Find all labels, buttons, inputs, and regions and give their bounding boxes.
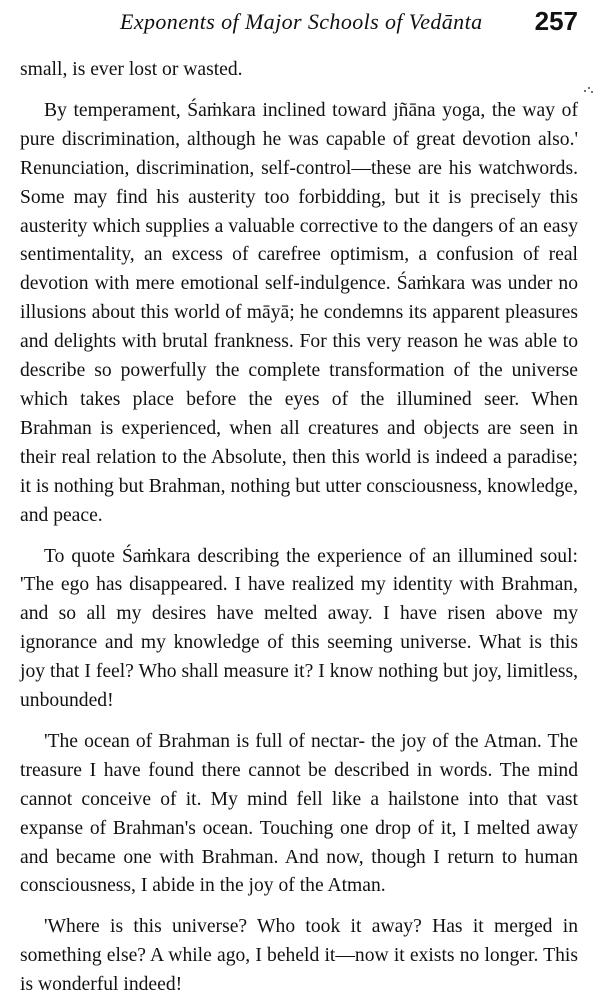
paragraph-ocean-of-brahman: 'The ocean of Brahman is full of nectar- the joy of the Atman. The treasure I have found there cannot be described in words. The mind cannot conceive of it. My mind fell like a hailstone into that vast expanse of Brahman's ocean. Touching one drop of it, I melted away and became one with Brahman. And now, though I return to human consciousness, I abide in the joy of the Atman.	[20, 730, 578, 897]
paragraph-where-is-universe: 'Where is this universe? Who took it away? Has it merged in something else? A while ago, I beheld it—now it exists no longer. This is wonderful indeed!	[20, 916, 578, 996]
running-head	[20, 6, 580, 38]
running-title: Exponents of Major Schools of Vedānta	[120, 9, 483, 34]
body-text	[20, 56, 578, 1000]
paragraph-quote-intro: To quote Śaṁkara describing the experience of an illumined soul: 'The ego has disappeared. I have realized my identity with Brahman, and so all my desires have melted away. I have risen above my ignorance and my knowledge of this seeming universe. What is this joy that I feel? Who shall measure it? I know nothing but joy, limitless, unbounded!	[20, 545, 578, 712]
paragraph-continuation: small, is ever lost or wasted.	[20, 59, 243, 80]
print-speck-icon	[584, 86, 594, 94]
page-number: 257	[534, 6, 578, 36]
paragraph-temperament: By temperament, Śaṁkara inclined toward jñāna yoga, the way of pure discrimination, although he was capable of great devotion also.' Renunciation, discrimination, self-control—these are his watchwords. Some may find his austerity too forbidding, but it is precisely this austerity which supplies a valuable corrective to the dangers of an easy sentimentality, an excess of carefree optimism, a confusion of real devotion with mere emotional self-indulgence. Śaṁkara was under no illusions about this world of māyā; he condemns its apparent pleasures and delights with brutal frankness. For this very reason he was able to describe so powerfully the complete transformation of the universe which takes place before the eyes of the illumined seer. When Brahman is experienced, when all creatures and objects are seen in their real relation to the Absolute, then this world is indeed a paradise; it is nothing but Brahman, nothing but utter consciousness, knowledge, and peace.	[20, 99, 578, 526]
